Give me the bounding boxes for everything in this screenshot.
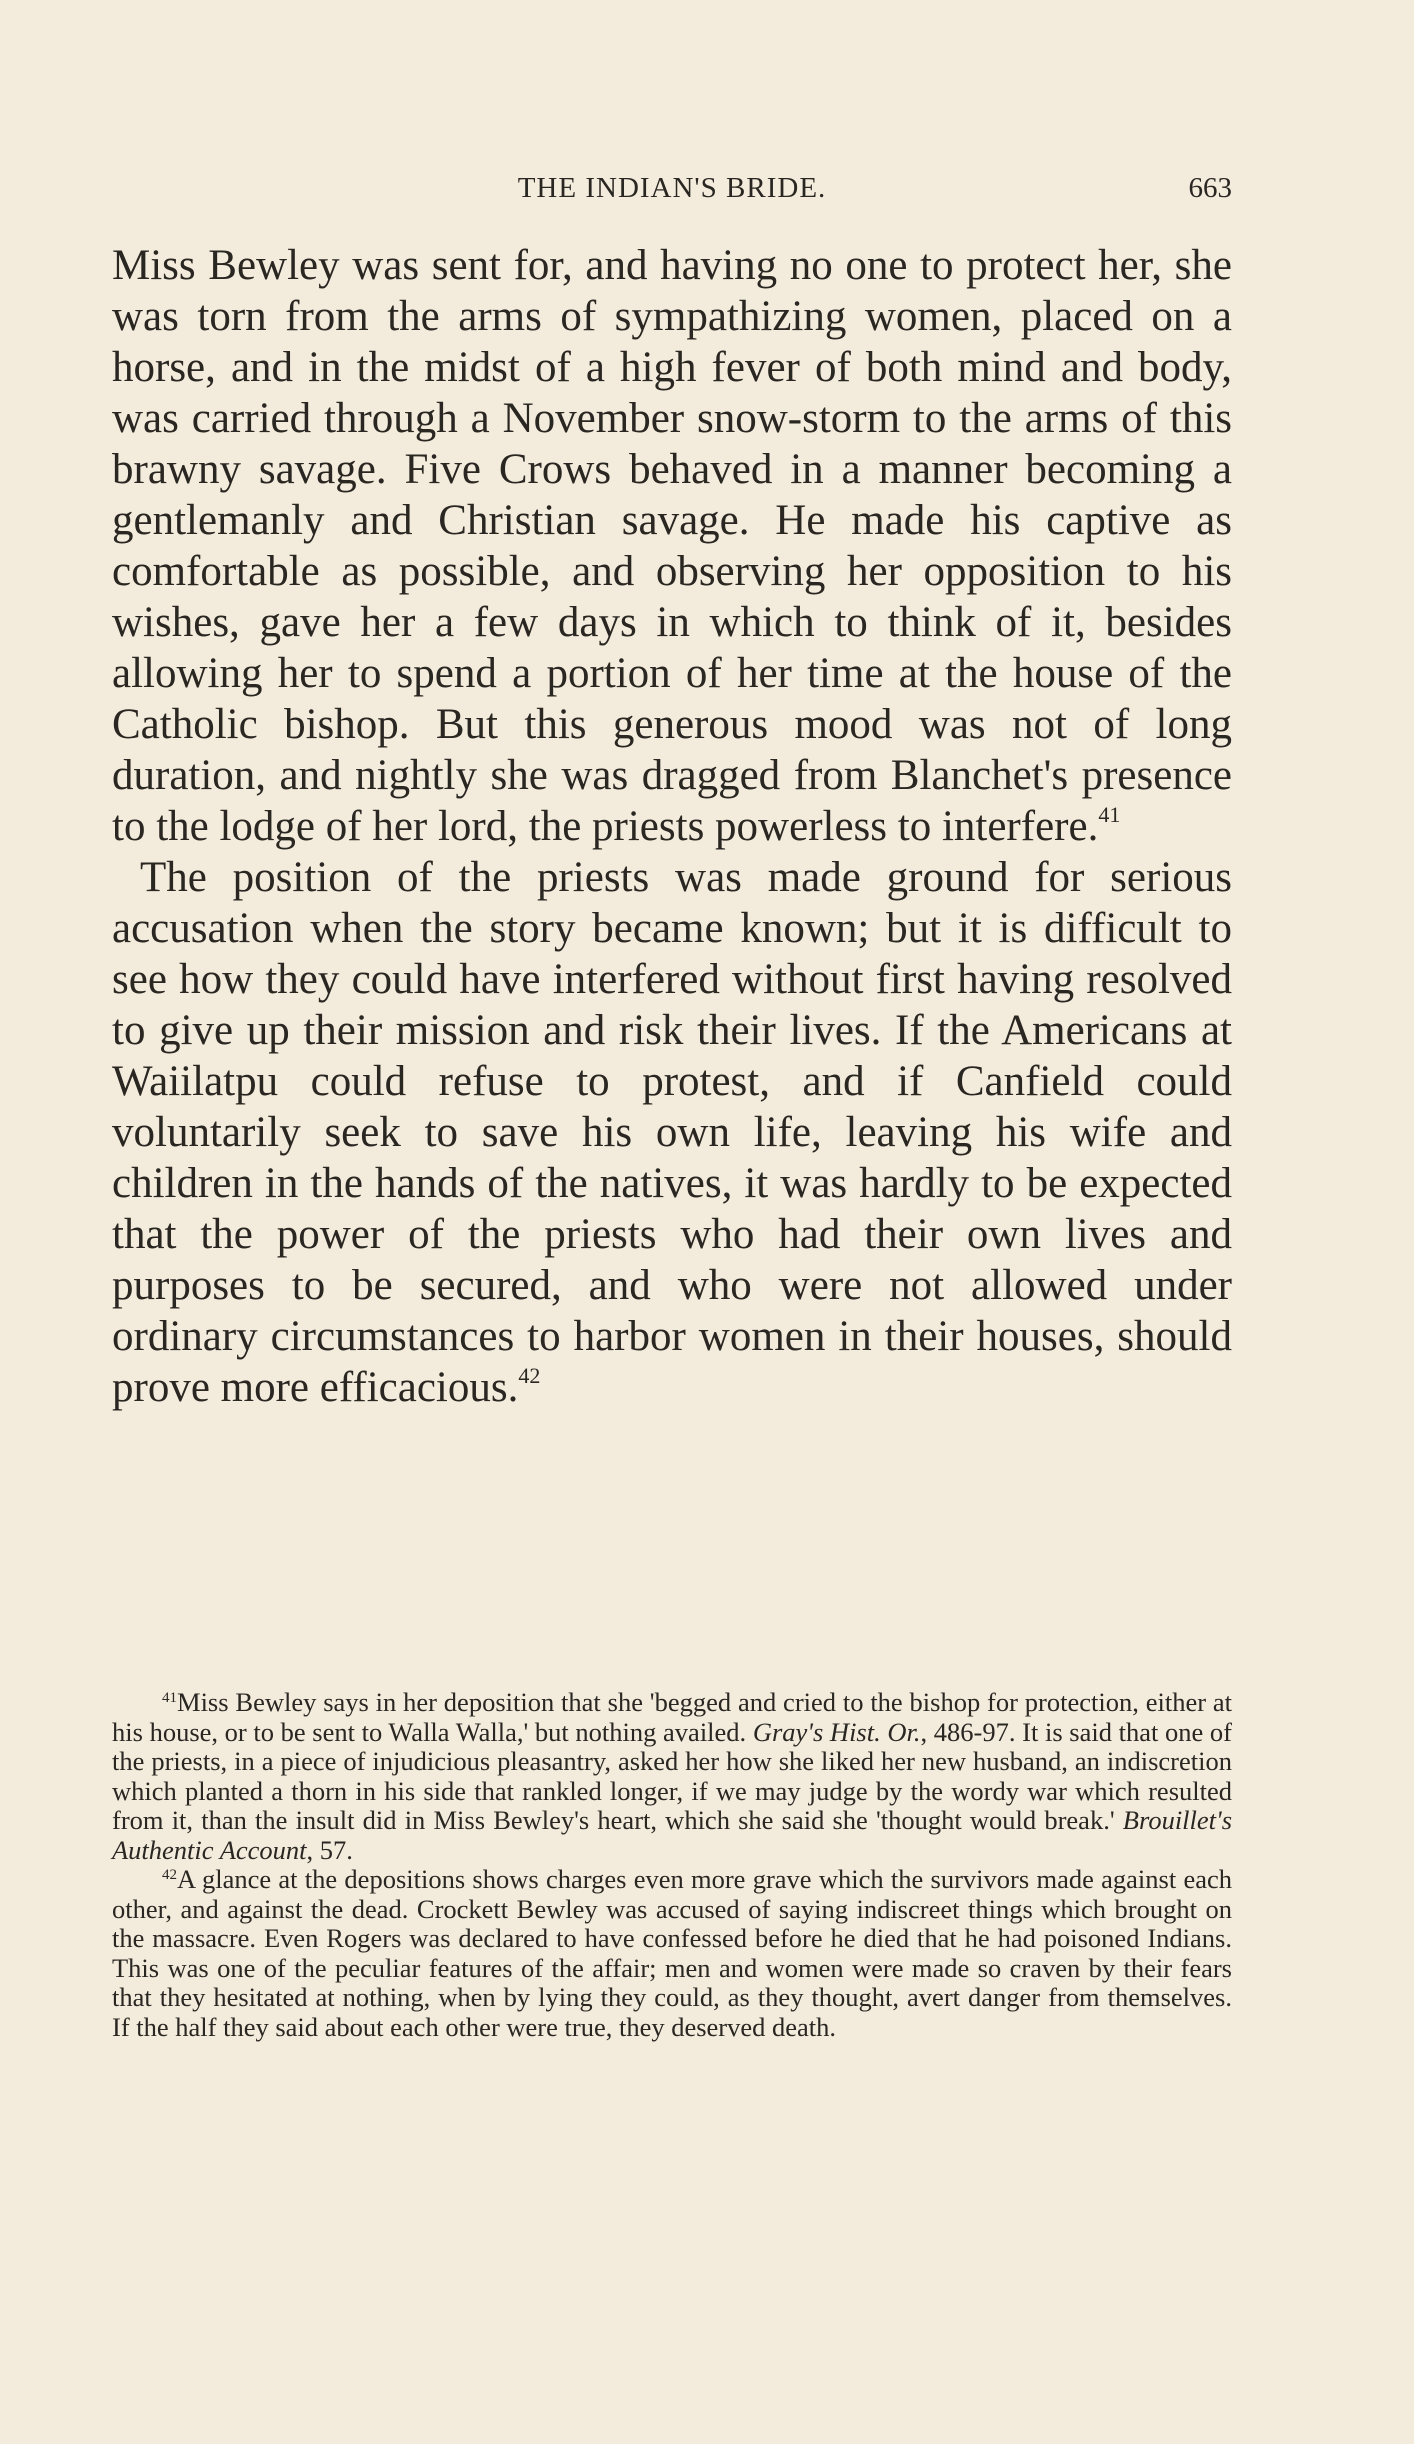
footnote-41-citation-1: Gray's Hist. Or. [752,1716,921,1747]
paragraph-2-text: The position of the priests was made ground for serious accusation when the story became known; but it is difficult to see how they could have interfered without first having resolved to give up their mission and risk their lives. If the Americans at Waiilatpu could refuse to protest, and if Canfield could voluntarily seek to save his own life, leaving his wife and children in the hands of the natives, it was hardly to be expected that the power of the priests who had their own lives and purposes to be secured, and who were not allowed under ordinary circumstances to harbor women in their houses, should prove more efficacious. [112,854,1232,1411]
footnote-41-mark: 41 [162,1690,177,1706]
footnotes [112,1688,1232,2042]
footnote-42-mark: 42 [162,1867,177,1883]
paragraph-2 [112,852,1232,1413]
paragraph-1 [112,240,1232,852]
footnote-41-text-a: Miss Bewley says in her deposition that she 'begged and cried to the bishop for protection, either at his house, or to be sent to Walla Walla,' but nothing availed. [112,1687,1232,1747]
footnote-42-text: A glance at the depositions shows charges even more grave which the survivors made against each other, and against the dead. Crockett Bewley was accused of saying indiscreet things which brought on the massacre. Even Rogers was declared to have confessed before he died that he had poisoned Indians. This was one of the peculiar features of the affair; men and women were made so craven by their fears that they hesitated at nothing, when by lying they could, as they thought, avert danger from themselves. If the half they said about each other were true, they deserved death. [112,1864,1232,2042]
footnote-ref-41: 41 [1098,802,1121,827]
footnote-41-citation-2: Brouillet's Authentic Account [112,1805,1233,1865]
footnote-41-text-b: , 486-97. It is said that one of the priests, in a piece of injudicious pleasantry, asked her how she liked her new husband, an indiscretion which planted a thorn in his side that rankled longer, if we may judge by the wordy war which resulted from it, than the insult did in Miss Bewley's heart, which she said she 'thought would break.' [112,1716,1233,1835]
running-title: THE INDIAN'S BRIDE. [517,172,827,204]
paragraph-1-text: Miss Bewley was sent for, and having no one to protect her, she was torn from the arms of sympathizing women, placed on a horse, and in the midst of a high fever of both mind and body, was carried through a November snow-storm to the arms of this brawny savage. Five Crows behaved in a manner becoming a gentlemanly and Christian savage. He made his captive as comfortable as possible, and observing her opposition to his wishes, gave her a few days in which to think of it, besides allowing her to spend a portion of her time at the house of the Catholic bishop. But this generous mood was not of long duration, and nightly she was dragged from Blanchet's presence to the lodge of her lord, the priests powerless to interfere. [112,242,1232,850]
footnote-41 [112,1688,1232,1865]
footnote-41-text-c: , 57. [306,1834,353,1865]
running-header [112,172,1232,212]
page-number: 663 [1188,172,1232,204]
main-text [112,240,1232,1413]
footnote-42 [112,1865,1232,2042]
footnote-ref-42: 42 [518,1363,541,1388]
